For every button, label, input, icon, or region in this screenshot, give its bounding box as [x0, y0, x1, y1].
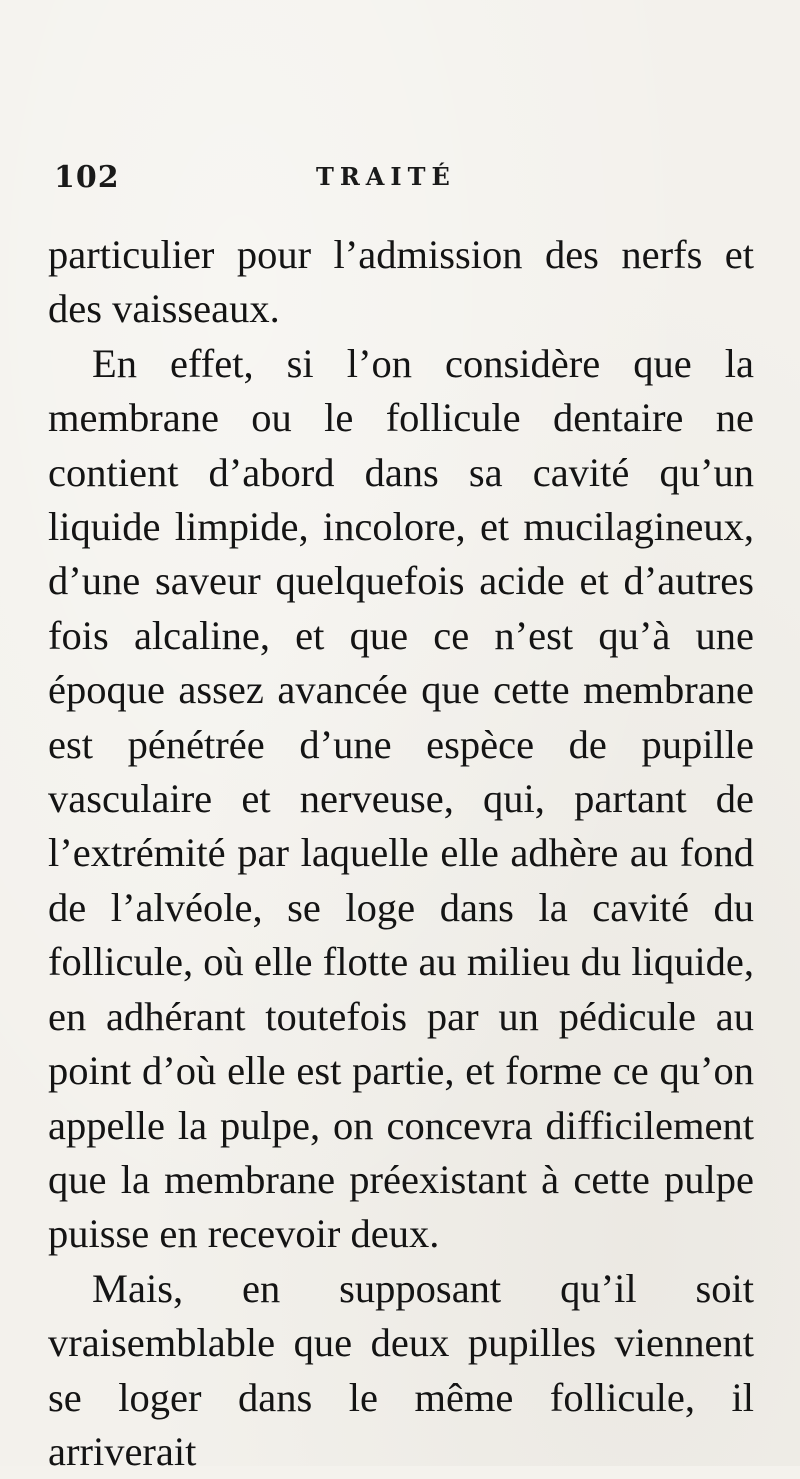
running-title: TRAITÉ — [316, 162, 456, 191]
paragraph: Mais, en supposant qu’il soit vraisemblable que deux pupilles viennent se loger dans le même follicule, il arriverait — [48, 1265, 754, 1474]
page-number: 102 — [54, 160, 120, 195]
paragraph-continuation: particulier pour l’admission des nerfs et des vaisseaux. — [48, 232, 754, 332]
body-text — [48, 228, 754, 1479]
paragraph: En effet, si l’on considère que la membrane ou le follicule dentaire ne contient d’abord dans sa cavité qu’un liquide limpide, incolore, et mucilagineux, d’une saveur quelquefois acide et d’autres fois alcaline, et que ce n’est qu’à une époque assez avancée que cette membrane est pénétrée d’une espèce de pupille vasculaire et nerveuse, qui, partant de l’extrémité par laquelle elle adhère au fond de l’alvéole, se loge dans la cavité du follicule, où elle flotte au milieu du liquide, en adhérant toutefois par un pédicule au point d’où elle est partie, et forme ce qu’on appelle la pulpe, on concevra difficilement que la membrane préexistant à cette pulpe puisse en recevoir deux. — [48, 340, 754, 1257]
page-header — [54, 160, 754, 200]
